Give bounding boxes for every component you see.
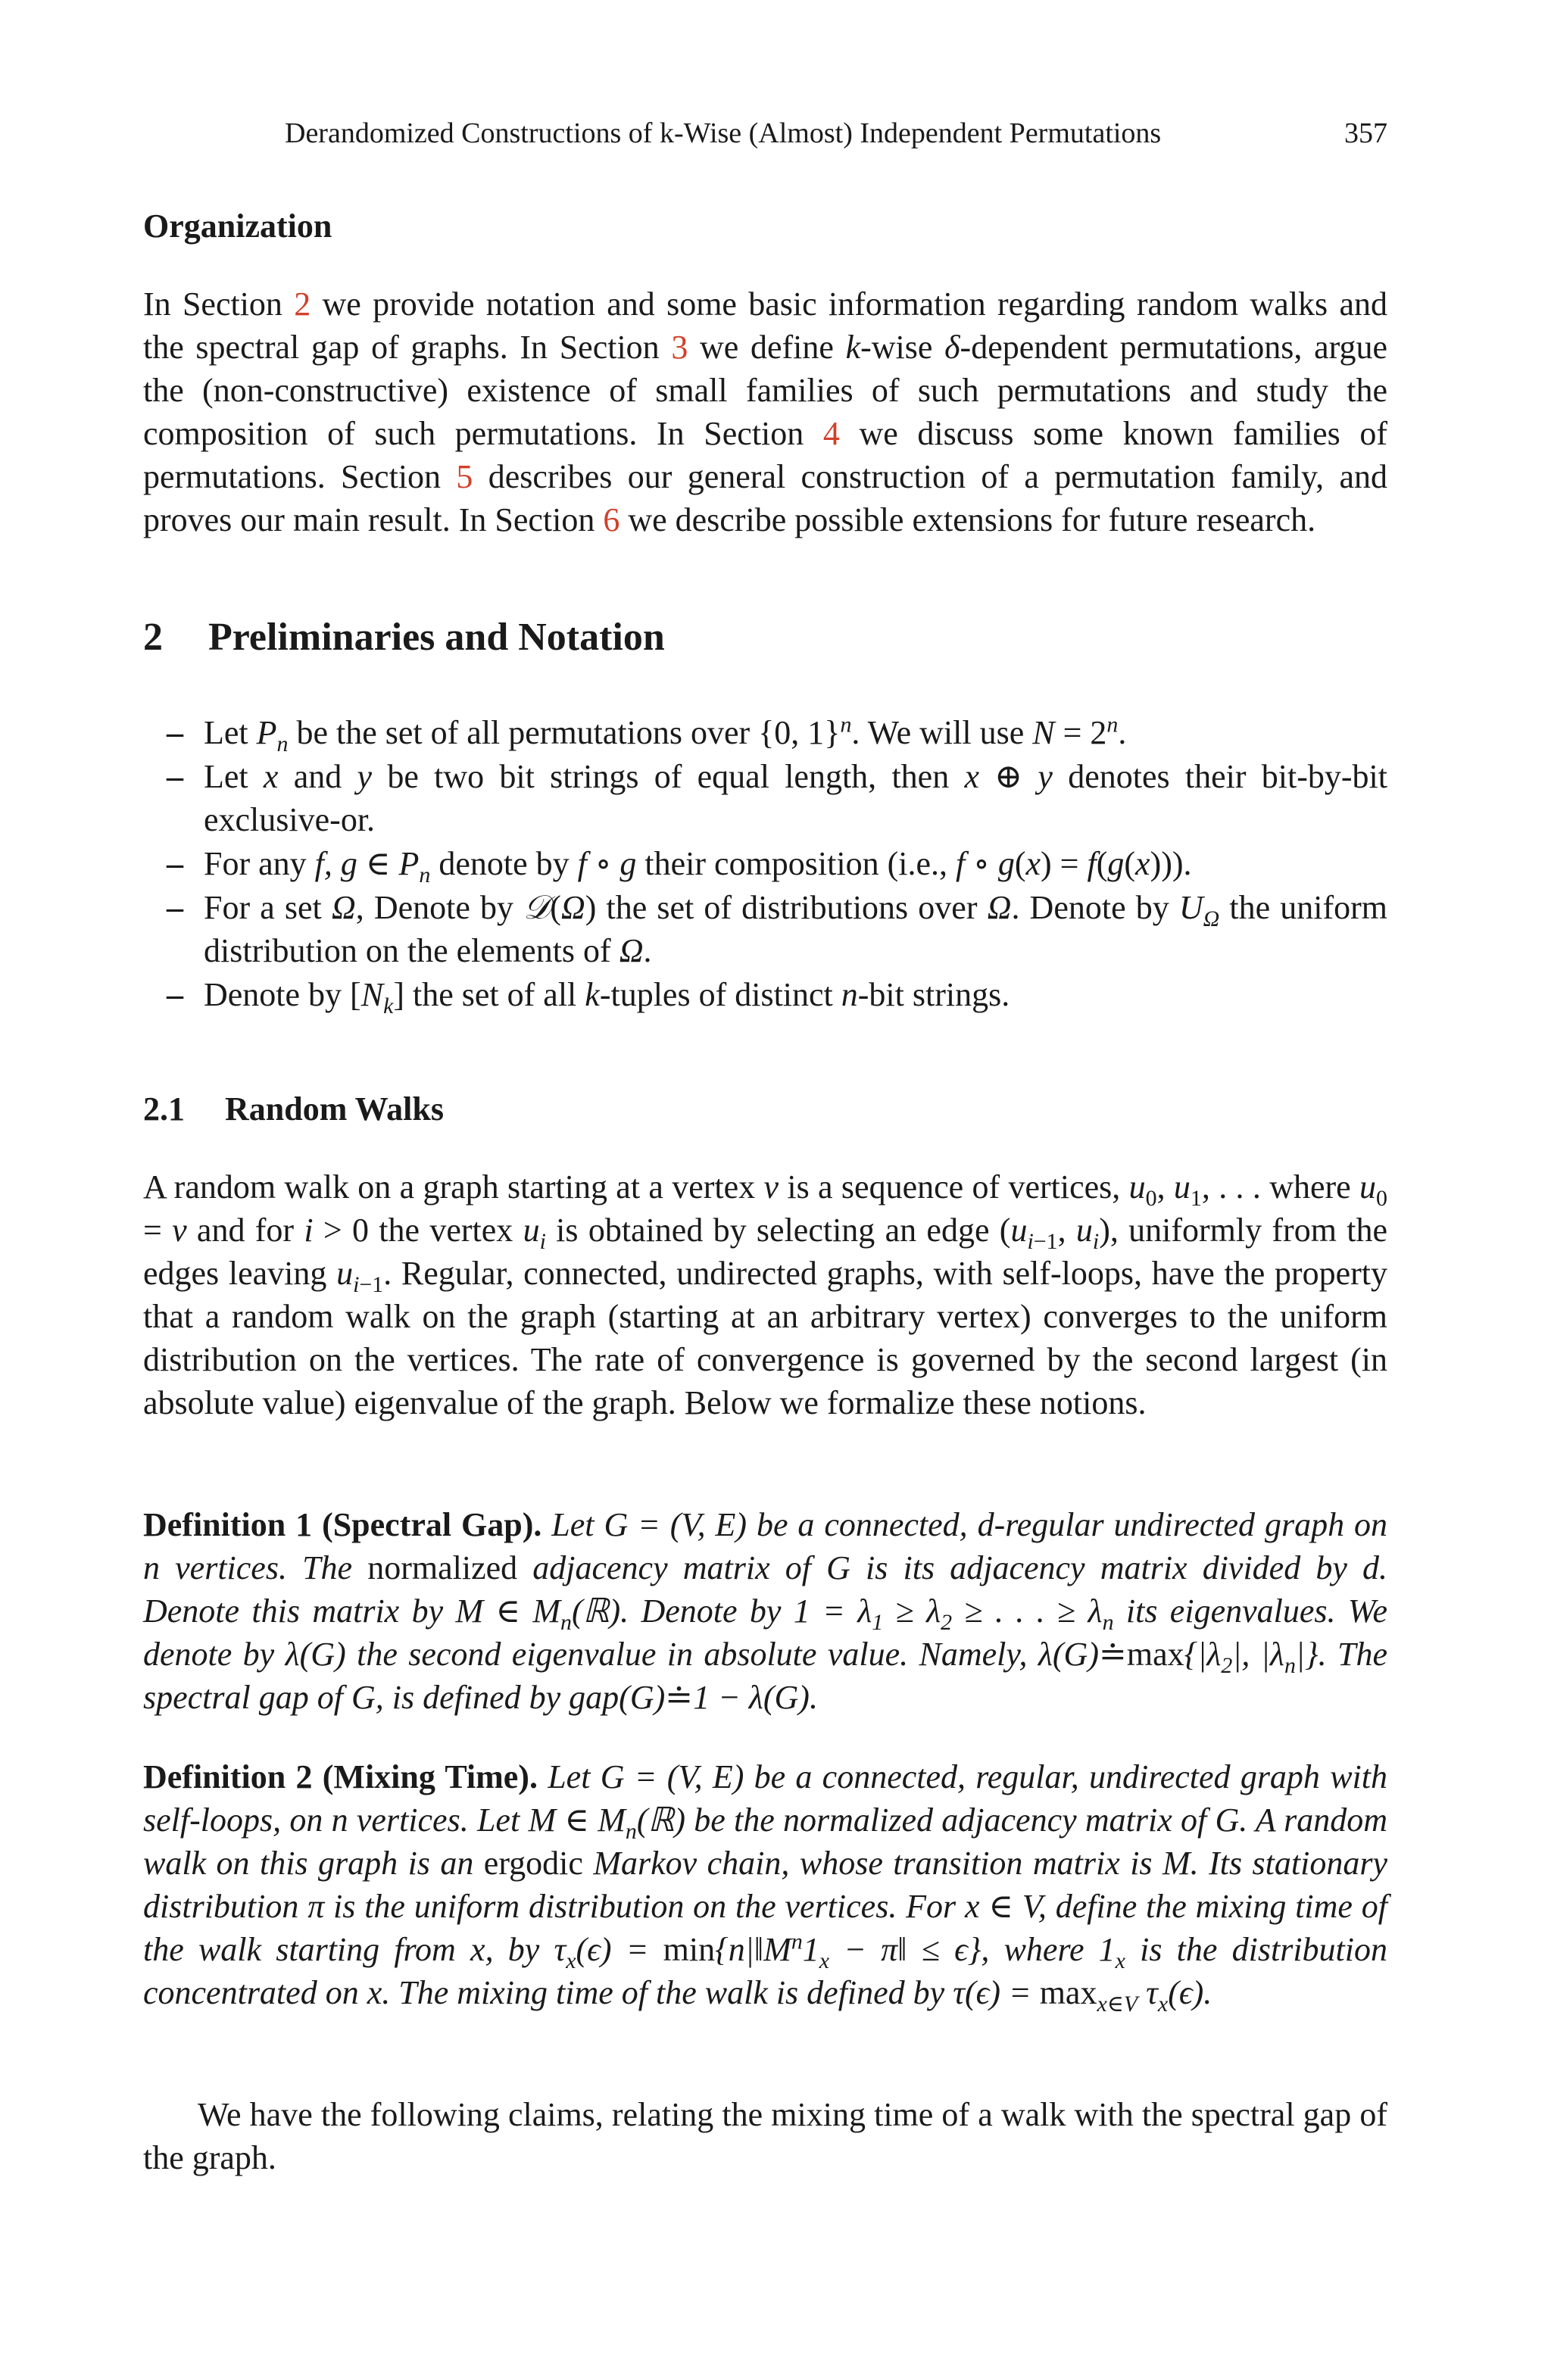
- definition-name: (Spectral Gap).: [322, 1506, 542, 1543]
- definition-label: Definition 1: [143, 1506, 313, 1543]
- section-ref-link[interactable]: 4: [822, 415, 840, 452]
- claims-paragraph: We have the following claims, relating the mixing time of a walk with the spectral gap of the graph.: [143, 2096, 1387, 2176]
- subsection-title: Random Walks: [225, 1090, 444, 1128]
- page-number: 357: [1344, 117, 1387, 149]
- definition-label: Definition 2: [143, 1758, 313, 1795]
- notation-list: [143, 711, 1387, 1017]
- section-ref-link[interactable]: 5: [456, 458, 473, 495]
- random-walks-paragraph: A random walk on a graph starting at a vertex v is a sequence of vertices, $u_0$, $u_1$, . . . where $u_0 = v$ and for i > 0 the vertex $u_i$ is obtained by selecting an edge ($u_{i-1}$, $u_i$), uniformly from the edges leaving $u_{i-1}$. Regular, connected, undirected graphs, with self-loops, have the property that a random walk on the graph (starting at an arbitrary vertex) converges to the uniform distribution on the vertices. The rate of convergence is governed by the second largest (in absolute value) eigenvalue of the graph. Below we formalize these notions.: [143, 1168, 1387, 1421]
- definition-1: Definition 1 (Spectral Gap). Let G = (V, E) be a connected, d-regular undirected graph on n vertices. The normalized adjacency matrix of G is its adjacency matrix divided by d. Denote this matrix by M ∈ $M_n(ℝ)$. Denote by $1 = \lambda_1 \ge \lambda_2$ ≥ . . . ≥ $\lambda_n$ its eigenvalues. We denote by λ(G) the second eigenvalue in absolute value. Namely, $\lambda(G)≐\max\{|\lambda_2|$, $|\lambda_n|$}. The spectral gap of G, is defined by gap(G)≐1 − λ(G).: [143, 1506, 1388, 1716]
- definition-2: Definition 2 (Mixing Time). Let G = (V, E) be a connected, regular, undirected graph with self-loops, on n vertices. Let M ∈ $M_n(ℝ)$ be the normalized adjacency matrix of G. A random walk on this graph is an ergodic Markov chain, whose transition matrix is M. Its stationary distribution π is the uniform distribution on the vertices. For x ∈ V, define the mixing time of the walk starting from x, by $\tau_x(\epsilon)$ = $\min\{n|‖M^n1_x$ − π‖ ≤ ϵ}, where $1_x$ is the distribution concentrated on x. The mixing time of the walk is defined by $\tau(\epsilon) = \max_{x\in V} \tau_x(\epsilon)$.: [143, 1758, 1387, 2017]
- section-ref-link[interactable]: 3: [671, 329, 688, 366]
- list-item: – Let x and y be two bit strings of equal length, then x ⊕ y denotes their bit-by-bit exclusive-or.: [167, 758, 1387, 838]
- organization-heading: Organization: [143, 207, 332, 245]
- list-item: – Let $P_n$ be the set of all permutations over {0, 1}$^n$. We will use $N = 2^n$.: [167, 712, 1127, 756]
- section-heading: [143, 613, 1387, 662]
- section-ref-link[interactable]: 6: [603, 501, 620, 538]
- subsection-number: 2.1: [143, 1090, 185, 1128]
- section-ref-link[interactable]: 2: [294, 285, 311, 323]
- list-item: – For a set Ω, Denote by 𝒟(Ω) the set of distributions over Ω. Denote by $U_\Omega$ the uniform distribution on the elements of Ω.: [167, 889, 1388, 969]
- list-item: – Denote by $[N_k]$ the set of all k-tuples of distinct n-bit strings.: [167, 976, 1010, 1018]
- section-number: 2: [143, 616, 163, 659]
- running-title: Derandomized Constructions of k-Wise (Almost) Independent Permutations: [285, 117, 1162, 149]
- subsection-heading: [143, 1087, 1387, 1131]
- list-item: – For any f, g ∈ $P_n$ denote by f ∘ g their composition (i.e., f ∘ g(x) = f(g(x))).: [167, 845, 1192, 887]
- section-title: Preliminaries and Notation: [208, 616, 665, 659]
- organization-paragraph: In Section 2 we provide notation and some basic information regarding random walks and the spectral gap of graphs. In Section 3 we define k-wise δ-dependent permutations, argue the (non-constructive) existence of small families of such permutations and study the composition of such permutations. In Section 4 we discuss some known families of permutations. Section 5 describes our general construction of a permutation family, and proves our main result. In Section 6 we describe possible extensions for future research.: [143, 285, 1387, 538]
- definition-name: (Mixing Time).: [322, 1758, 538, 1795]
